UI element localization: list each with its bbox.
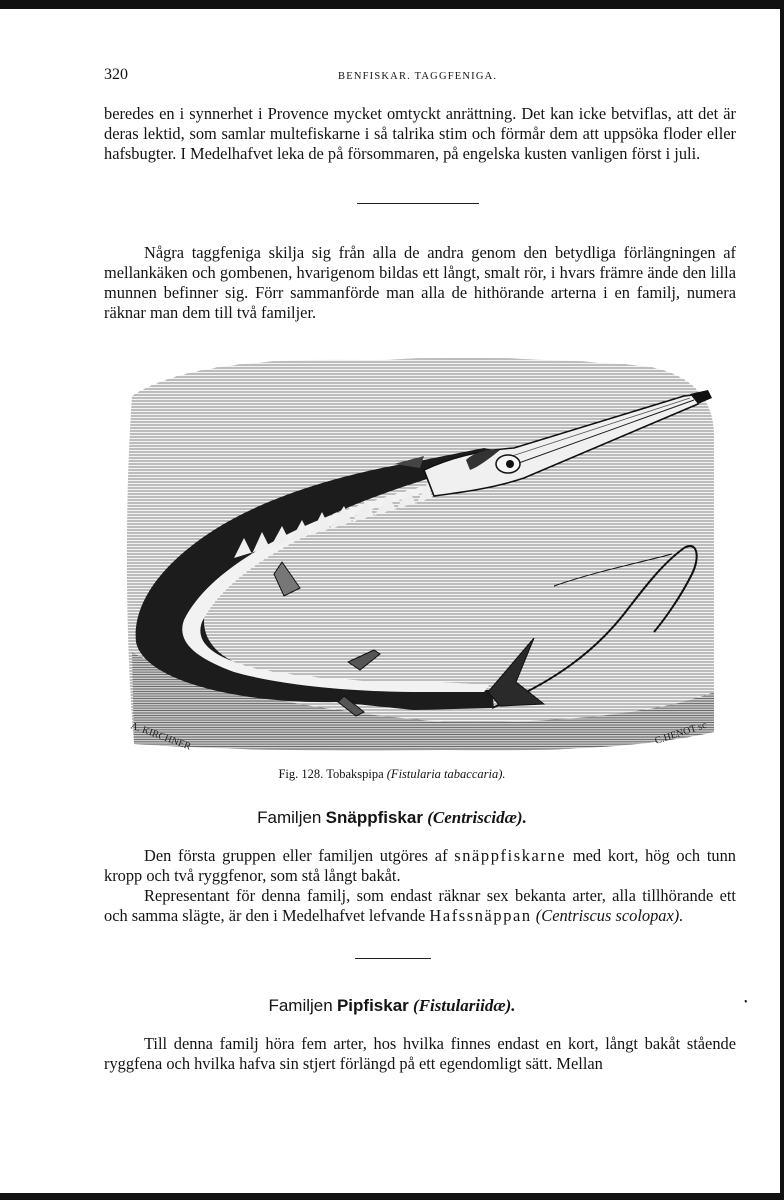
figure-caption xyxy=(0,767,784,782)
paragraph-continued xyxy=(104,104,736,164)
figure-tobakspipa-illustration xyxy=(124,352,716,756)
margin-speck: • xyxy=(744,997,748,1008)
heading-latin: (Fistulariidæ). xyxy=(413,996,516,1015)
text-run: med kort, hög och tunn kropp och två ryggfenor, som stå långt bakåt. xyxy=(104,846,736,885)
paragraph-text: Till denna familj höra fem arter, hos hvilka finnes endast en kort, långt bakåt stående ryggfena och hvilka hafva sin stjert förlängd på ett egendomligt sätt. Mellan xyxy=(104,1034,736,1073)
paragraph-text xyxy=(104,886,736,926)
text-run: Representant för denna familj, som endast räknar sex bekanta arter, alla tillhörande ett och samma slägte, är den i Medelhafvet lefvande xyxy=(104,886,736,925)
caption-latin: (Fistularia tabaccaria). xyxy=(386,767,506,781)
section-divider xyxy=(357,203,479,204)
text-run: Den första gruppen eller familjen utgöres af xyxy=(144,846,448,865)
heading-lead: Familjen xyxy=(268,996,333,1015)
section-divider xyxy=(355,958,431,959)
paragraph-intro xyxy=(104,243,736,323)
text-run-latin: (Centriscus scolopax). xyxy=(535,906,684,925)
fish-eye-pupil xyxy=(506,460,514,468)
paragraph-text: beredes en i synnerhet i Provence mycket omtyckt anrättning. Det kan icke betviflas, att det är deras lektid, som samlar multefiskarne i så talrika stim och förmår dem att uppsöka floder eller hafsbugter. I Medelhafvet leka de på försommaren, på engelska kusten vanligen först i juli. xyxy=(104,104,736,163)
section-heading-centriscidae xyxy=(0,808,784,828)
heading-latin: (Centriscidæ). xyxy=(427,808,527,827)
text-run-spaced: snäppfiskarne xyxy=(454,846,567,865)
caption-name: Tobakspipa xyxy=(326,767,384,781)
heading-bold: Snäppfiskar xyxy=(325,808,423,827)
paragraph-text: Några taggfeniga skilja sig från alla de andra genom den betydliga förlängningen af mellankäken och gombenen, hvarigenom bildas ett långt, smalt rör, i hvars främre ände den lilla munnen befinner sig. Förr sammanförde man alla de hithörande arterna i en familj, numera räknar man dem till två familjer. xyxy=(104,243,736,322)
engraver-signature-left: A. KIRCHNER xyxy=(128,720,193,753)
paragraph-text xyxy=(104,846,736,886)
running-head: BENFISKAR. TAGGFENIGA. xyxy=(338,71,498,82)
scan-border-bottom xyxy=(0,1193,784,1200)
caption-prefix: Fig. 128. xyxy=(278,767,324,781)
heading-bold: Pipfiskar xyxy=(336,996,409,1015)
text-run-spaced: Hafssnäppan xyxy=(429,906,532,925)
engraver-signature-right: C.HENOT sc xyxy=(653,719,709,747)
heading-lead: Familjen xyxy=(257,808,322,827)
section-heading-fistulariidae xyxy=(0,996,784,1016)
page-number: 320 xyxy=(104,66,128,83)
scan-border-top xyxy=(0,0,784,9)
scan-border-right xyxy=(780,0,784,1200)
section-body-centriscidae xyxy=(104,846,736,926)
section-body-fistulariidae xyxy=(104,1034,736,1074)
